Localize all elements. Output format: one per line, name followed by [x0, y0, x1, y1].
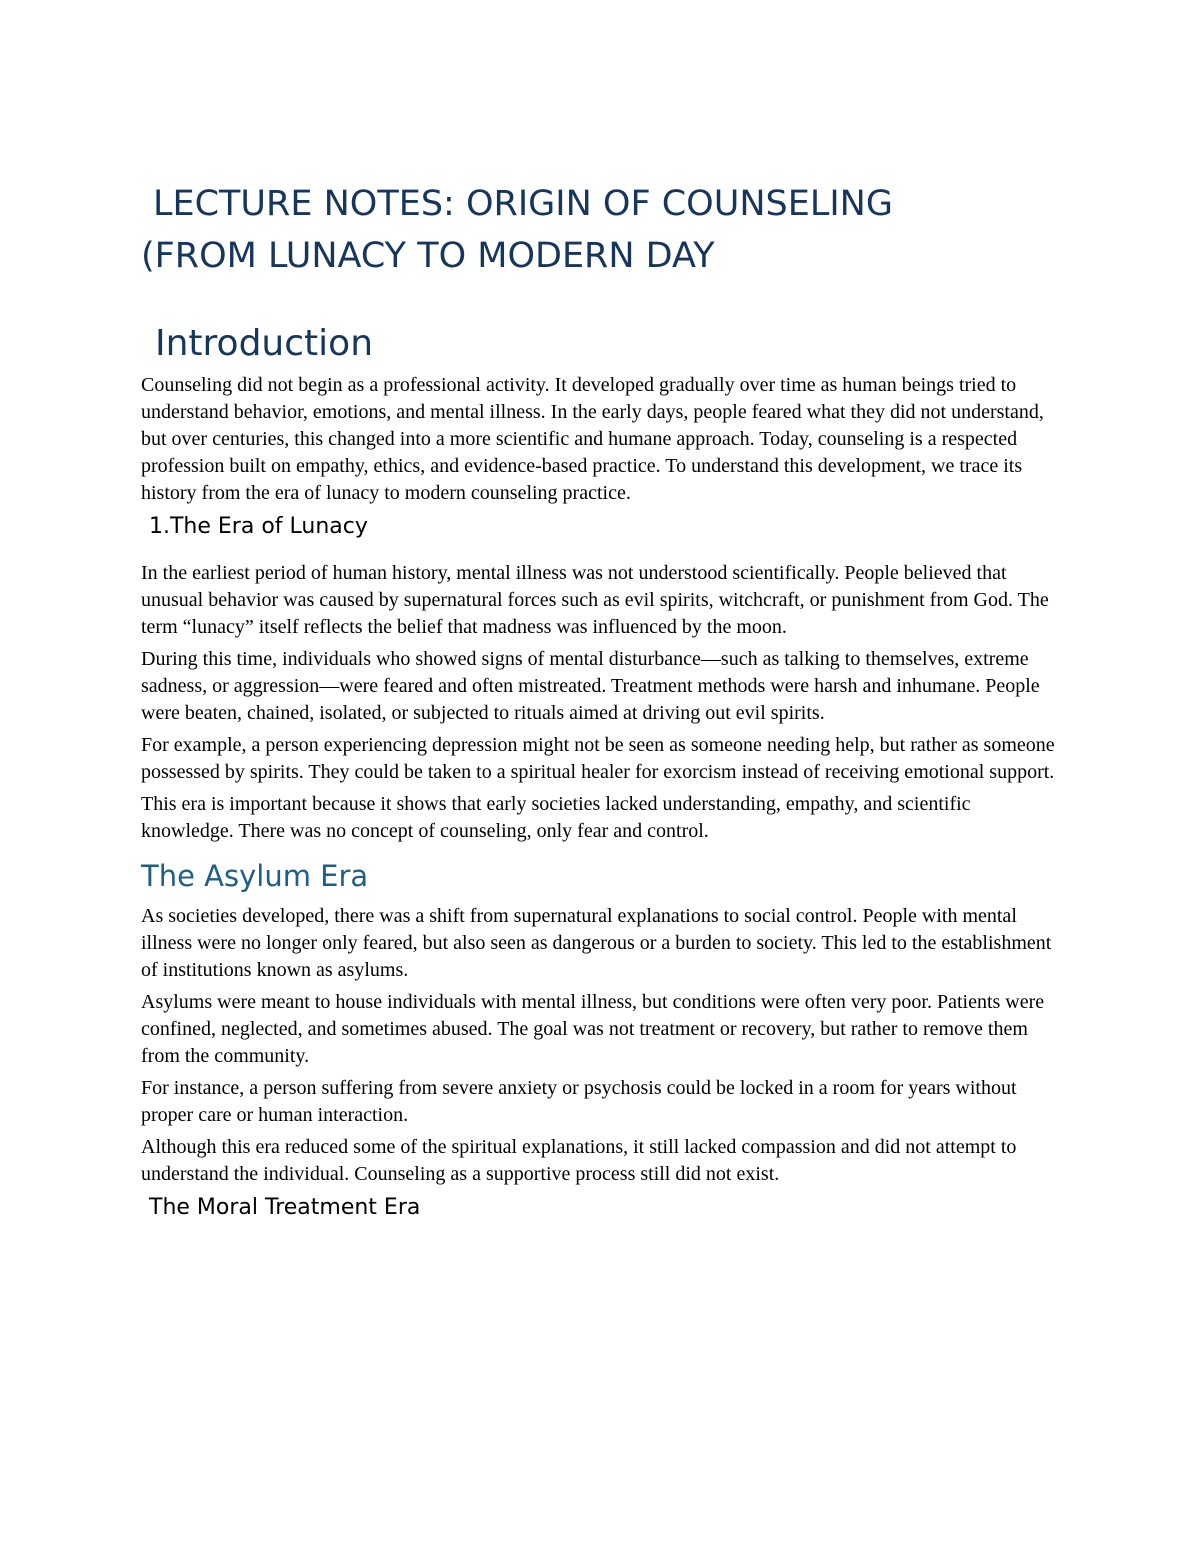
heading-introduction: Introduction — [155, 323, 374, 364]
document-body — [141, 178, 1066, 1223]
heading-moral-treatment-era: The Moral Treatment Era — [149, 1195, 421, 1220]
asylum-paragraph-3: For instance, a person suffering from severe anxiety or psychosis could be locked in a room for years without proper care or human interaction. — [141, 1077, 1017, 1126]
lunacy-paragraph-3: For example, a person experiencing depression might not be seen as someone needing help, but rather as someone possessed by spirits. They could be taken to a spiritual healer for exorcism instead of receiving emotional support. — [141, 734, 1055, 783]
lunacy-paragraph-1: In the earliest period of human history, mental illness was not understood scientifically. People believed that unusual behavior was caused by supernatural forces such as evil spirits, witchcraft, or punishment from God. The term “lunacy” itself reflects the belief that madness was influenced by the moon. — [141, 562, 1049, 638]
document-title — [141, 178, 1066, 282]
title-line-1: LECTURE NOTES: ORIGIN OF COUNSELING — [153, 184, 893, 224]
heading-era-of-lunacy: 1.The Era of Lunacy — [149, 514, 368, 539]
asylum-paragraph-1: As societies developed, there was a shift from supernatural explanations to social control. People with mental illness were no longer only feared, but also seen as dangerous or a burden to society. This led to the establishment of institutions known as asylums. — [141, 905, 1052, 981]
lunacy-paragraph-4: This era is important because it shows that early societies lacked understanding, empathy, and scientific knowledge. There was no concept of counseling, only fear and control. — [141, 793, 971, 842]
lunacy-paragraph-2: During this time, individuals who showed signs of mental disturbance—such as talking to themselves, extreme sadness, or aggression—were feared and often mistreated. Treatment methods were harsh and inhumane. People were beaten, chained, isolated, or subjected to rituals aimed at driving out evil spirits. — [141, 648, 1040, 724]
asylum-paragraph-2: Asylums were meant to house individuals with mental illness, but conditions were often very poor. Patients were confined, neglected, and sometimes abused. The goal was not treatment or recovery, but rather to remove them from the community. — [141, 991, 1045, 1067]
intro-paragraph: Counseling did not begin as a professional activity. It developed gradually over time as human beings tried to understand behavior, emotions, and mental illness. In the early days, people feared what they did not understand, but over centuries, this changed into a more scientific and humane approach. Today, counseling is a respected profession built on empathy, ethics, and evidence-based practice. To understand this development, we trace its history from the era of lunacy to modern counseling practice. — [141, 374, 1044, 504]
title-line-2: (FROM LUNACY TO MODERN DAY — [141, 236, 715, 276]
asylum-paragraph-4: Although this era reduced some of the spiritual explanations, it still lacked compassion and did not attempt to understand the individual. Counseling as a supportive process still did not exist. — [141, 1136, 1017, 1185]
heading-asylum-era: The Asylum Era — [141, 859, 369, 893]
